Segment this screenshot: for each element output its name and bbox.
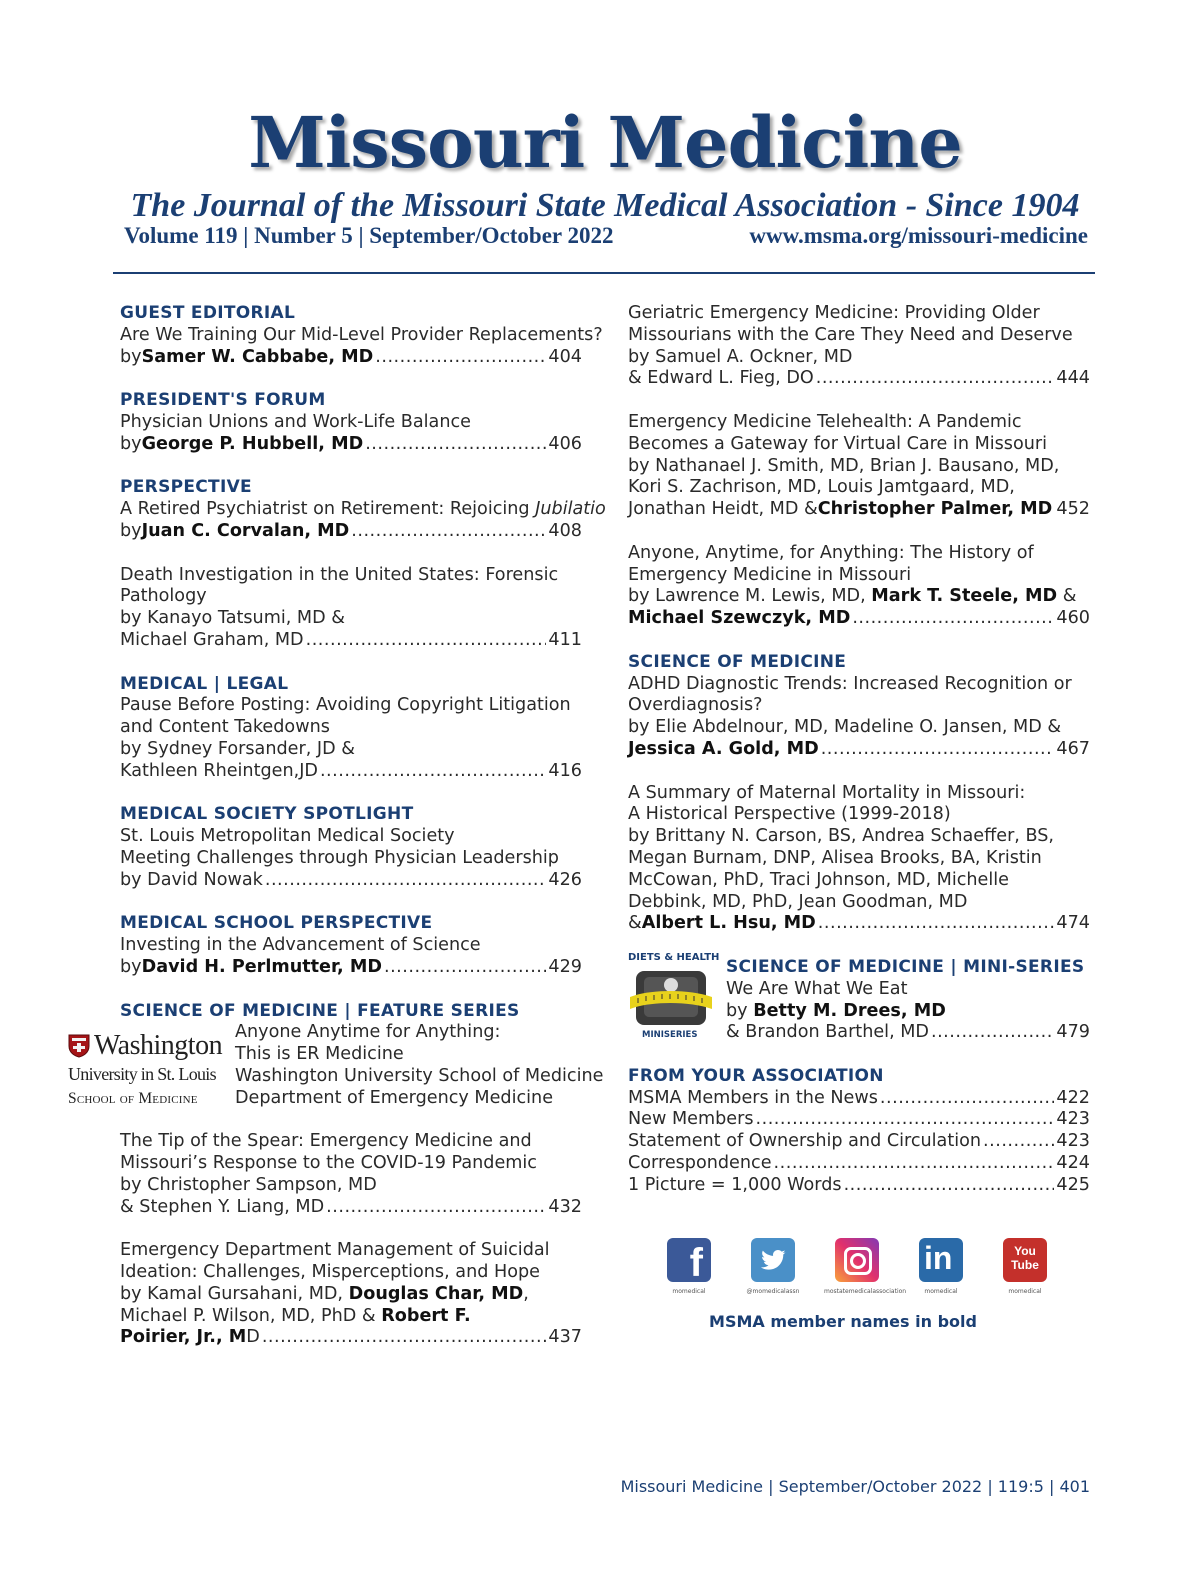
article-byline: [120, 521, 582, 543]
facebook-glyph: f: [689, 1241, 703, 1285]
washington-university-logo: [66, 1030, 223, 1110]
article-title: Investing in the Advancement of Science: [120, 935, 481, 956]
author-name: David H. Perlmutter, MD: [141, 956, 382, 977]
youtube-glyph: You Tube: [1011, 1244, 1039, 1272]
association-item[interactable]: [628, 1175, 1090, 1197]
association-item[interactable]: [628, 1109, 1090, 1131]
scale-measuring-tape-icon: [630, 967, 712, 1029]
article-title-cont: Pathology: [120, 586, 207, 607]
author-name: Michael Szewczyk, MD: [628, 608, 851, 629]
author-name: by David Nowak: [120, 869, 263, 890]
page-number: 425: [1056, 1174, 1090, 1195]
social-caption: momedical: [924, 1288, 958, 1295]
page-number: 422: [1056, 1087, 1090, 1108]
toc-entry-em-history[interactable]: [628, 543, 1090, 630]
social-facebook[interactable]: [656, 1238, 722, 1295]
article-title-cont: and Content Takedowns: [120, 717, 330, 738]
series-title: Anyone Anytime for Anything:: [235, 1022, 501, 1043]
article-title: Emergency Department Management of Suicidal: [120, 1240, 550, 1261]
section-heading: SCIENCE OF MEDICINE | FEATURE SERIES: [120, 1000, 520, 1021]
dot-leader: [852, 608, 1054, 630]
page-number: 479: [1056, 1022, 1090, 1043]
item-label: 1 Picture = 1,000 Words: [628, 1174, 842, 1195]
article-title: Pause Before Posting: Avoiding Copyright Litigation: [120, 695, 571, 716]
twitter-icon[interactable]: [751, 1238, 795, 1282]
title-italic: Jubilatio: [535, 499, 606, 520]
page-number: 444: [1056, 368, 1090, 389]
badge-title: DIETS & HEALTH: [628, 952, 720, 963]
toc-left-column: [120, 303, 606, 1371]
article-byline: [120, 957, 582, 979]
toc-entry-school-perspective[interactable]: [120, 913, 582, 978]
article-byline: [726, 1022, 1090, 1044]
author-text: &: [1057, 586, 1077, 607]
logo-washington: Washington: [94, 1030, 223, 1061]
dot-leader: [262, 1327, 547, 1349]
dot-leader: [265, 870, 547, 892]
dot-leader: [306, 630, 547, 652]
article-authors-cont: McCowan, PhD, Traci Johnson, MD, Michelle: [628, 869, 1009, 890]
author-text: by Kamal Gursahani, MD,: [120, 1283, 349, 1304]
author-text: &: [628, 913, 642, 934]
page-number: 426: [548, 869, 582, 890]
article-authors-cont: Kori S. Zachrison, MD, Louis Jamtgaard, MD,: [628, 477, 1015, 498]
dot-leader: [365, 434, 546, 456]
header-divider: [113, 272, 1095, 274]
page-number: 429: [548, 956, 582, 977]
article-title-cont: A Historical Perspective (1999-2018): [628, 804, 951, 825]
article-title: A Summary of Maternal Mortality in Missouri:: [628, 782, 1026, 803]
dot-leader: [774, 1153, 1055, 1175]
page-number: 416: [548, 760, 582, 781]
social-twitter[interactable]: [740, 1238, 806, 1295]
article-title-cont: Overdiagnosis?: [628, 695, 763, 716]
journal-title: Missouri Medicine: [248, 101, 962, 184]
article-title: Anyone, Anytime, for Anything: The History of: [628, 542, 1034, 563]
article-title: The Tip of the Spear: Emergency Medicine and: [120, 1131, 532, 1152]
article-authors: by Brittany N. Carson, BS, Andrea Schaeffer, BS,: [628, 826, 1055, 847]
article-authors: [726, 1001, 1090, 1023]
toc-entry-guest-editorial[interactable]: [120, 303, 603, 368]
article-authors: by Kanayo Tatsumi, MD &: [120, 608, 345, 629]
dot-leader: [375, 347, 546, 369]
dot-leader: [384, 957, 546, 979]
article-title: Physician Unions and Work-Life Balance: [120, 411, 471, 432]
logo-school: School of Medicine: [68, 1090, 198, 1107]
diets-health-badge: [628, 952, 720, 1042]
article-title: Emergency Medicine Telehealth: A Pandemic: [628, 411, 1022, 432]
facebook-icon[interactable]: [667, 1238, 711, 1285]
section-heading: MEDICAL SOCIETY SPOTLIGHT: [120, 804, 414, 825]
page-number: 474: [1056, 913, 1090, 934]
author-name: George P. Hubbell, MD: [141, 433, 364, 454]
linkedin-icon[interactable]: [919, 1238, 963, 1282]
section-heading: SCIENCE OF MEDICINE | MINI-SERIES: [726, 956, 1085, 977]
section-heading: PRESIDENT'S FORUM: [120, 390, 326, 411]
author-text: ,: [523, 1283, 529, 1304]
author-text: by Lawrence M. Lewis, MD,: [628, 586, 872, 607]
section-heading: PERSPECTIVE: [120, 477, 252, 498]
toc-entry-telehealth[interactable]: [628, 412, 1090, 521]
dot-leader: [816, 368, 1055, 390]
article-authors: by Elie Abdelnour, MD, Madeline O. Jansen, MD &: [628, 717, 1062, 738]
series-title-cont: This is ER Medicine: [235, 1044, 404, 1065]
issue-info: [124, 223, 1088, 253]
section-heading: GUEST EDITORIAL: [120, 303, 296, 323]
article-title: [120, 499, 606, 521]
article-authors-cont: [120, 1306, 582, 1328]
article-title-cont: Missouri’s Response to the COVID-19 Pandemic: [120, 1153, 537, 1174]
toc-entry-perspective[interactable]: [120, 477, 606, 542]
masthead: [110, 100, 1100, 226]
toc-entry-suicidal-ideation[interactable]: [120, 1240, 582, 1349]
article-authors: by Sydney Forsander, JD &: [120, 738, 355, 759]
social-youtube[interactable]: [992, 1238, 1058, 1295]
article-title: Geriatric Emergency Medicine: Providing Older: [628, 303, 1040, 323]
item-label: Correspondence: [628, 1153, 772, 1174]
page-number: 432: [548, 1196, 582, 1217]
series-department: Department of Emergency Medicine: [235, 1087, 554, 1108]
by-label: by: [726, 1000, 754, 1021]
by-label: by: [120, 433, 142, 454]
section-heading: SCIENCE OF MEDICINE: [628, 651, 847, 672]
article-title: ADHD Diagnostic Trends: Increased Recognition or: [628, 673, 1072, 694]
page-number: 437: [548, 1327, 582, 1348]
article-authors: [120, 1284, 582, 1306]
association-item[interactable]: [628, 1153, 1090, 1175]
series-school: Washington University School of Medicine: [235, 1065, 604, 1086]
logo-university: University in St. Louis: [68, 1064, 216, 1084]
page-number: 467: [1056, 738, 1090, 759]
volume-number: Volume 119 | Number 5 | September/October 2022: [124, 223, 614, 248]
section-heading: MEDICAL SCHOOL PERSPECTIVE: [120, 913, 433, 934]
page-footer: Missouri Medicine | September/October 2022 | 119:5 | 401: [620, 1477, 1090, 1496]
dot-leader: [351, 521, 546, 543]
author-name: Douglas Char, MD: [348, 1283, 524, 1304]
section-heading: FROM YOUR ASSOCIATION: [628, 1065, 884, 1086]
social-caption: momedical: [672, 1288, 706, 1295]
social-media-links: [656, 1238, 1076, 1298]
badge-subtitle: MINISERIES: [642, 1030, 698, 1040]
by-label: by: [120, 346, 142, 367]
article-title-cont: Missourians with the Care They Need and Deserve: [628, 324, 1073, 345]
dot-leader: [320, 761, 546, 783]
article-byline: [628, 499, 1090, 521]
author-text: D: [246, 1327, 260, 1348]
article-byline: [120, 1197, 582, 1219]
author-text: Jonathan Heidt, MD &: [628, 499, 818, 520]
author-name: Robert F.: [381, 1305, 471, 1326]
social-caption: momedical: [1008, 1288, 1042, 1295]
article-byline: [120, 434, 582, 456]
author-name: Samer W. Cabbabe, MD: [141, 346, 374, 367]
author-name: Betty M. Drees, MD: [753, 1000, 946, 1021]
journal-subtitle: The Journal of the Missouri State Medical Association - Since 1904: [130, 187, 1080, 224]
page-number: 424: [1056, 1153, 1090, 1174]
author-name: Poirier, Jr., M: [120, 1327, 247, 1348]
social-caption: mostatemedicalassociation: [824, 1288, 907, 1295]
article-title-cont: Emergency Medicine in Missouri: [628, 564, 912, 585]
author-name: Christopher Palmer, MD: [817, 499, 1053, 520]
author-name: Kathleen Rheintgen,JD: [120, 760, 318, 781]
by-label: by: [120, 520, 142, 541]
page-number: 452: [1056, 499, 1090, 520]
toc-entry-society-spotlight[interactable]: [120, 804, 582, 891]
dot-leader: [880, 1088, 1054, 1110]
article-byline: [120, 1327, 582, 1349]
page-number: 404: [548, 346, 582, 367]
social-caption: @momedicalassn: [746, 1288, 800, 1295]
title-text: A Retired Psychiatrist on Retirement: Rejoicing: [120, 499, 536, 520]
article-byline: [628, 368, 1090, 390]
article-byline: [628, 913, 1090, 935]
article-title-cont: Meeting Challenges through Physician Leadership: [120, 847, 559, 868]
article-byline: [120, 761, 582, 783]
toc-entry-association: [628, 1066, 1090, 1197]
journal-url[interactable]: www.msma.org/missouri-medicine: [749, 223, 1088, 248]
association-item[interactable]: [628, 1088, 1090, 1110]
article-authors: by Christopher Sampson, MD: [120, 1174, 377, 1195]
dot-leader: [844, 1175, 1055, 1197]
author-name: Jessica A. Gold, MD: [628, 738, 819, 759]
social-linkedin[interactable]: [908, 1238, 974, 1295]
toc-entry-adhd[interactable]: [628, 652, 1090, 761]
article-authors: by Samuel A. Ockner, MD: [628, 346, 853, 367]
article-title: St. Louis Metropolitan Medical Society: [120, 826, 455, 847]
instagram-icon[interactable]: [835, 1238, 879, 1282]
page-number: 411: [548, 629, 582, 650]
toc-entry-medical-legal[interactable]: [120, 674, 582, 783]
article-title: Death Investigation in the United States: Forensic: [120, 564, 559, 585]
author-text: Michael P. Wilson, MD, PhD &: [120, 1305, 382, 1326]
article-title: We Are What We Eat: [726, 978, 908, 999]
toc-entry-tip-of-spear[interactable]: [120, 1131, 582, 1218]
author-name: Juan C. Corvalan, MD: [141, 520, 350, 541]
page-number: 406: [548, 433, 582, 454]
item-label: Statement of Ownership and Circulation: [628, 1131, 982, 1152]
msma-member-note: MSMA member names in bold: [709, 1312, 977, 1331]
dot-leader: [756, 1109, 1055, 1131]
item-label: MSMA Members in the News: [628, 1087, 878, 1108]
item-label: New Members: [628, 1109, 754, 1130]
toc-entry-presidents-forum[interactable]: [120, 390, 582, 455]
author-name: & Edward L. Fieg, DO: [628, 368, 814, 389]
section-heading: MEDICAL | LEGAL: [120, 673, 289, 694]
article-authors: [628, 586, 1090, 608]
linkedin-glyph: in: [924, 1240, 953, 1276]
association-item[interactable]: [628, 1131, 1090, 1153]
article-authors: by Nathanael J. Smith, MD, Brian J. Bausano, MD,: [628, 455, 1060, 476]
toc-right-column: [628, 303, 1090, 1218]
article-authors-cont: Megan Burnam, DNP, Alisea Brooks, BA, Kristin: [628, 847, 1042, 868]
toc-entry-maternal-mortality[interactable]: [628, 783, 1090, 936]
author-name: & Stephen Y. Liang, MD: [120, 1196, 325, 1217]
article-authors-cont: Debbink, MD, PhD, Jean Goodman, MD: [628, 891, 968, 912]
page-number: 423: [1056, 1131, 1090, 1152]
twitter-bird-icon: [758, 1245, 788, 1275]
dot-leader: [983, 1131, 1054, 1153]
article-byline: [120, 347, 582, 369]
dot-leader: [931, 1022, 1054, 1044]
author-name: Mark T. Steele, MD: [871, 586, 1058, 607]
article-byline: [628, 739, 1090, 761]
social-instagram[interactable]: [824, 1238, 907, 1295]
article-title-cont: Becomes a Gateway for Virtual Care in Missouri: [628, 433, 1048, 454]
author-name: Michael Graham, MD: [120, 629, 304, 650]
instagram-lens: [850, 1253, 866, 1269]
toc-entry-death-investigation[interactable]: [120, 565, 582, 652]
article-byline: [628, 608, 1090, 630]
by-label: by: [120, 956, 142, 977]
article-byline: [120, 870, 582, 892]
author-name: Albert L. Hsu, MD: [641, 913, 816, 934]
toc-entry-geriatric[interactable]: [628, 303, 1090, 390]
page-number: 460: [1056, 608, 1090, 629]
dot-leader: [821, 739, 1055, 761]
dot-leader: [818, 913, 1055, 935]
article-title-cont: Ideation: Challenges, Misperceptions, and Hope: [120, 1262, 540, 1283]
article-title: Are We Training Our Mid-Level Provider Replacements?: [120, 324, 603, 345]
university-crest-icon: [68, 1034, 90, 1058]
article-byline: [120, 630, 582, 652]
page-number: 408: [548, 520, 582, 541]
page-number: 423: [1056, 1109, 1090, 1130]
author-name: & Brandon Barthel, MD: [726, 1022, 929, 1043]
dot-leader: [326, 1197, 546, 1219]
youtube-icon[interactable]: [1003, 1238, 1047, 1282]
